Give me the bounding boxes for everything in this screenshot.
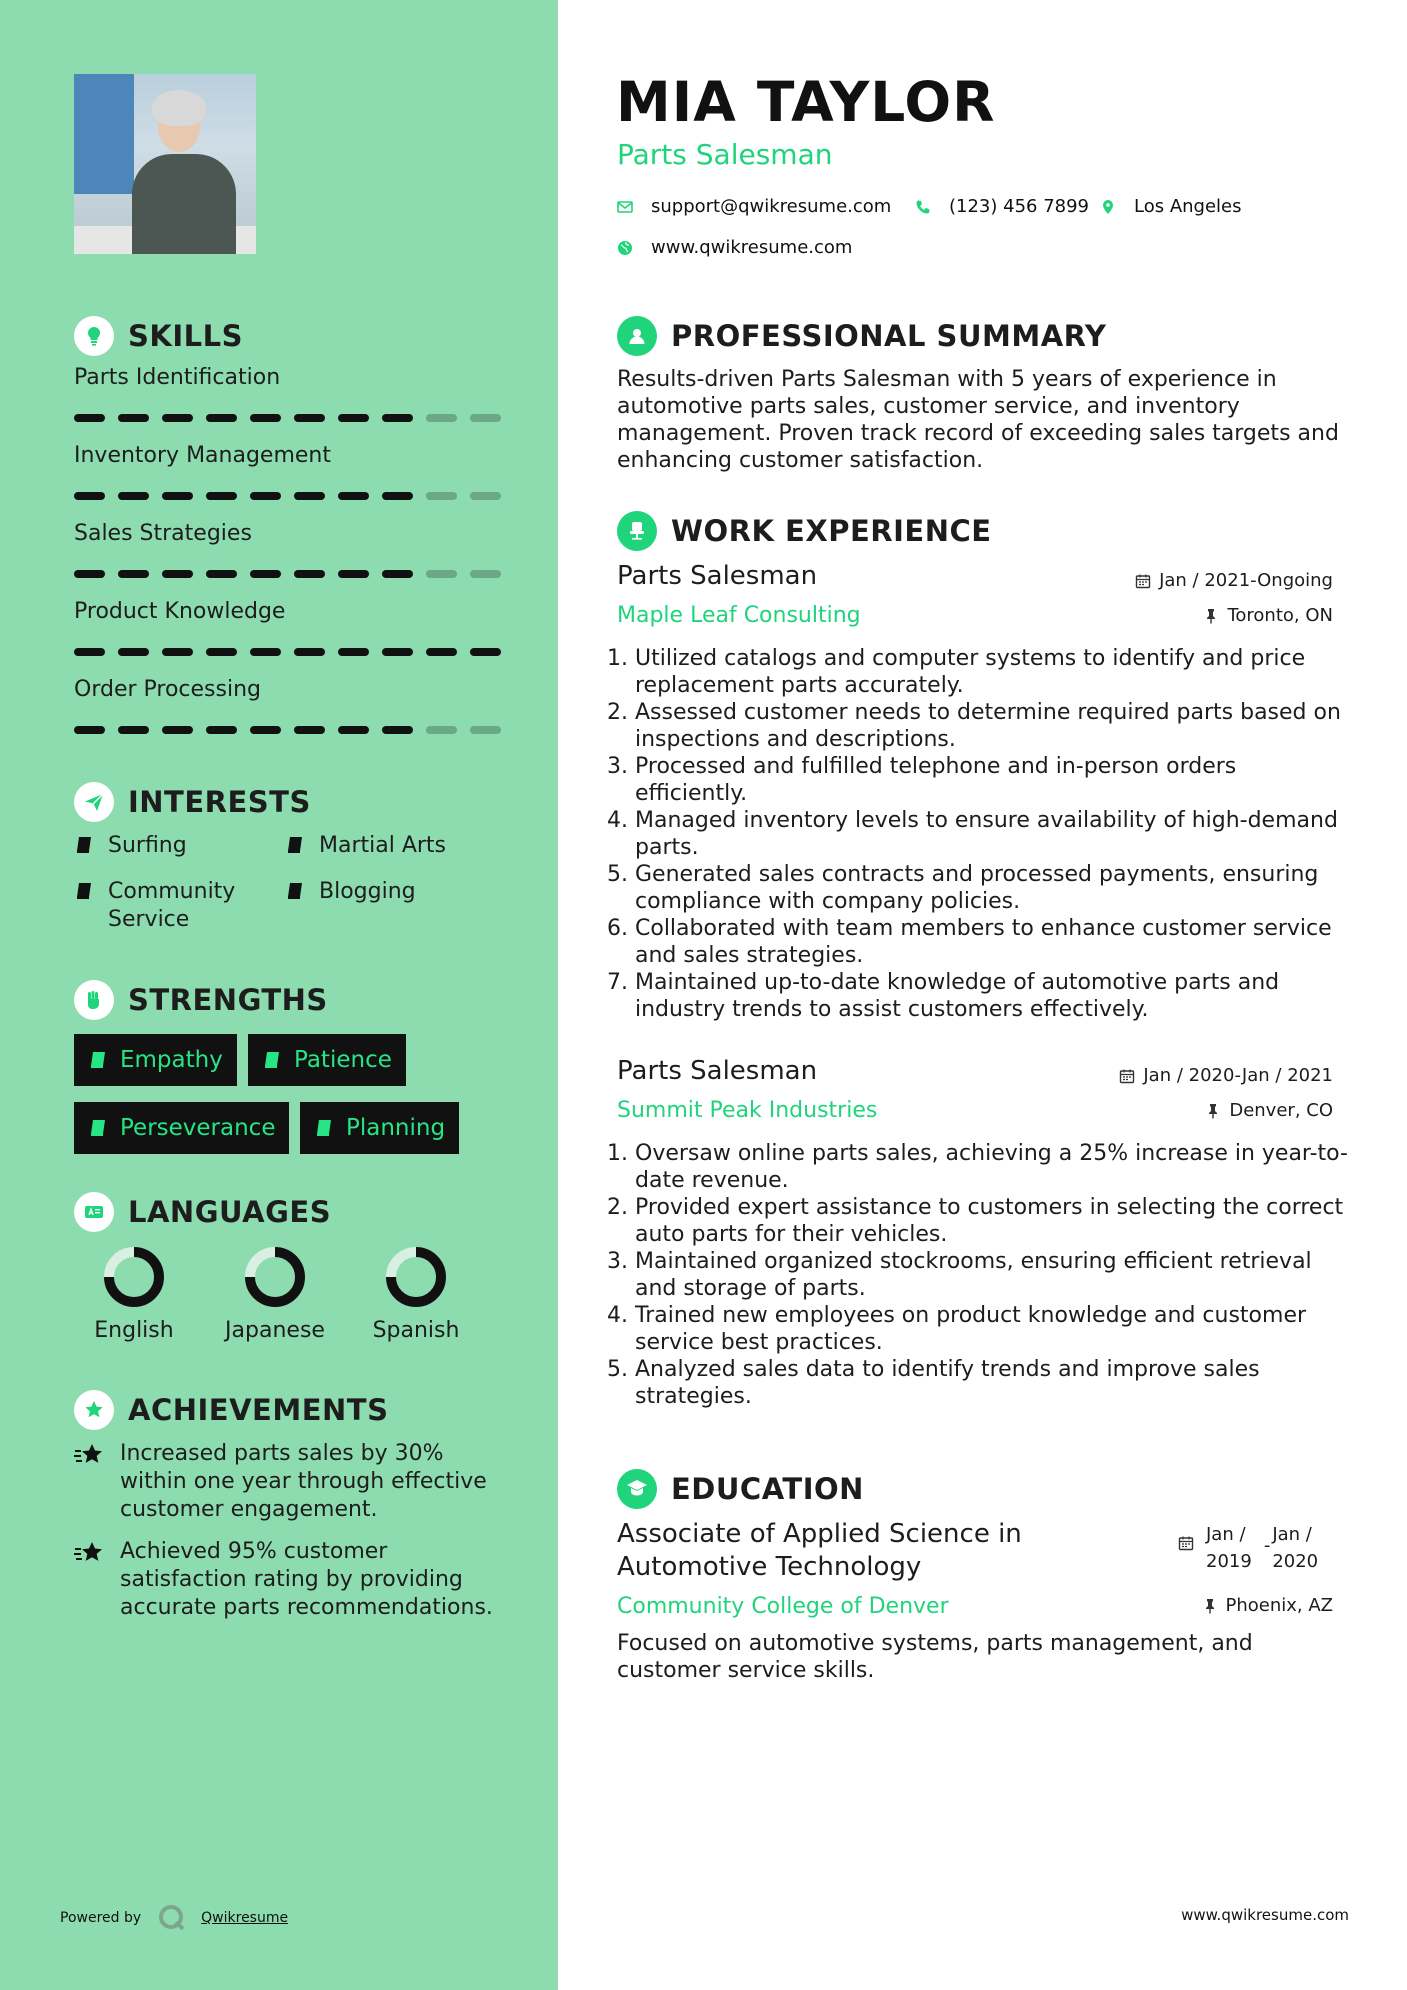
- education-end-month: Jan /: [1272, 1524, 1312, 1545]
- skill-level-bar: [74, 726, 501, 734]
- contact-phone[interactable]: (123) 456 7899: [915, 196, 1089, 217]
- skill-level-segment: [294, 570, 325, 578]
- list-item: 2. Assessed customer needs to determine required parts based on inspections and descriptions.: [635, 699, 1355, 753]
- envelope-icon: [617, 199, 633, 215]
- skill-name: Inventory Management: [74, 443, 331, 468]
- book-icon: [262, 1050, 282, 1070]
- skill-level-segment: [426, 492, 457, 500]
- skill-level-segment: [426, 726, 457, 734]
- summary-text: Results-driven Parts Salesman with 5 years of experience in automotive parts sales, customer service, and inventory management. Proven track record of exceeding sales targets and enhancing customer satisfaction.: [617, 367, 1339, 473]
- star-icon: [74, 1440, 120, 1524]
- skill-level-segment: [118, 492, 149, 500]
- list-item: 1. Utilized catalogs and computer systems to identify and price replacement parts accurately.: [635, 645, 1355, 699]
- skill-name: Parts Identification: [74, 365, 281, 390]
- skill-level-segment: [470, 492, 501, 500]
- skill-level-segment: [162, 414, 193, 422]
- skill-level-segment: [382, 492, 413, 500]
- education-start-month: Jan /: [1206, 1524, 1246, 1545]
- skill-level-segment: [162, 726, 193, 734]
- calendar-icon: [1135, 573, 1151, 589]
- skill-level-segment: [294, 414, 325, 422]
- education-heading: EDUCATION: [617, 1469, 864, 1509]
- skill-level-segment: [426, 414, 457, 422]
- skill-level-segment: [470, 570, 501, 578]
- strength-badge: Planning: [300, 1102, 459, 1154]
- skill-level-segment: [118, 414, 149, 422]
- interest-item: Blogging: [285, 878, 416, 909]
- list-item: 3. Processed and fulfilled telephone and in-person orders efficiently.: [635, 753, 1355, 807]
- skill-level-segment: [338, 570, 369, 578]
- strength-badge: Empathy: [74, 1034, 237, 1086]
- list-item: 3. Maintained organized stockrooms, ensuring efficient retrieval and storage of parts.: [635, 1248, 1355, 1302]
- achievements-heading: ACHIEVEMENTS: [74, 1390, 388, 1430]
- skill-level-segment: [382, 570, 413, 578]
- skill-name: Product Knowledge: [74, 599, 286, 624]
- skill-level-segment: [382, 726, 413, 734]
- skill-level-segment: [118, 726, 149, 734]
- skill-level-segment: [338, 648, 369, 656]
- interest-item: Martial Arts: [285, 832, 446, 863]
- pushpin-icon: [1202, 1598, 1218, 1614]
- education-description: Focused on automotive systems, parts management, and customer service skills.: [617, 1631, 1253, 1683]
- contact-location: Los Angeles: [1100, 196, 1242, 217]
- raised-fist-icon: [74, 980, 114, 1020]
- language-card-icon: [74, 1192, 114, 1232]
- education-school: Community College of Denver: [617, 1594, 949, 1619]
- skill-level-segment: [118, 570, 149, 578]
- skill-level-segment: [426, 648, 457, 656]
- skill-level-segment: [118, 648, 149, 656]
- interests-heading: INTERESTS: [74, 782, 311, 822]
- language-item: Spanish: [346, 1246, 486, 1343]
- candidate-name: MIA TAYLOR: [616, 70, 996, 134]
- globe-icon: [617, 240, 633, 256]
- education-start-year: 2019: [1206, 1551, 1252, 1572]
- powered-by: Powered by Qwikresume: [60, 1903, 288, 1933]
- skill-level-segment: [74, 726, 105, 734]
- graduate-icon: [617, 1469, 657, 1509]
- job-location: Denver, CO: [1205, 1100, 1333, 1121]
- languages-heading: LANGUAGES: [74, 1192, 331, 1232]
- skill-level-segment: [426, 570, 457, 578]
- user-icon: [617, 316, 657, 356]
- interest-item: Surfing: [74, 832, 187, 863]
- job-company: Summit Peak Industries: [617, 1098, 878, 1123]
- sidebar: [0, 0, 558, 1990]
- office-chair-icon: [617, 511, 657, 551]
- candidate-title: Parts Salesman: [617, 138, 833, 171]
- list-item: 4. Trained new employees on product knowledge and customer service best practices.: [635, 1302, 1355, 1356]
- skill-level-bar: [74, 648, 501, 656]
- date-separator: -: [1263, 1535, 1271, 1556]
- skill-level-segment: [250, 492, 281, 500]
- profile-photo: [74, 74, 256, 254]
- strength-badge: Perseverance: [74, 1102, 289, 1154]
- book-icon: [88, 1118, 108, 1138]
- book-icon: [314, 1118, 334, 1138]
- language-item: Japanese: [205, 1246, 345, 1343]
- skill-level-segment: [206, 492, 237, 500]
- education-degree: Associate of Applied Science in Automotive Technology: [617, 1519, 1022, 1582]
- summary-heading: PROFESSIONAL SUMMARY: [617, 316, 1106, 356]
- skill-level-segment: [294, 726, 325, 734]
- education-dates: [1178, 1521, 1318, 1575]
- language-level-ring: [385, 1246, 447, 1308]
- skill-level-segment: [338, 492, 369, 500]
- skill-level-segment: [338, 726, 369, 734]
- contact-website[interactable]: www.qwikresume.com: [617, 237, 852, 258]
- list-item: 5. Analyzed sales data to identify trends and improve sales strategies.: [635, 1356, 1355, 1410]
- pushpin-icon: [1203, 608, 1219, 624]
- qwikresume-link[interactable]: Qwikresume: [201, 1910, 289, 1926]
- skill-level-segment: [162, 492, 193, 500]
- map-pin-icon: [1100, 199, 1116, 215]
- skill-name: Sales Strategies: [74, 521, 252, 546]
- job-duties: [617, 1140, 1355, 1410]
- qwikresume-logo-icon: [157, 1903, 187, 1933]
- skill-level-bar: [74, 570, 501, 578]
- skill-level-segment: [294, 648, 325, 656]
- skill-level-bar: [74, 414, 501, 422]
- skill-level-segment: [470, 648, 501, 656]
- education-end-year: 2020: [1272, 1551, 1319, 1572]
- language-level-ring: [103, 1246, 165, 1308]
- star-badge-icon: [74, 1390, 114, 1430]
- strength-badge: Patience: [248, 1034, 406, 1086]
- skill-level-segment: [162, 648, 193, 656]
- calendar-icon: [1178, 1535, 1194, 1551]
- star-icon: [74, 1538, 120, 1622]
- skill-level-segment: [206, 648, 237, 656]
- skill-level-segment: [250, 570, 281, 578]
- list-item: 4. Managed inventory levels to ensure availability of high-demand parts.: [635, 807, 1355, 861]
- education-location: Phoenix, AZ: [1202, 1595, 1334, 1616]
- list-item: 7. Maintained up-to-date knowledge of automotive parts and industry trends to assist customers effectively.: [635, 969, 1355, 1023]
- contact-email[interactable]: support@qwikresume.com: [617, 196, 891, 217]
- achievement-item: Achieved 95% customer satisfaction rating by providing accurate parts recommendations.: [74, 1538, 494, 1622]
- book-icon: [74, 878, 96, 934]
- list-item: 6. Collaborated with team members to enhance customer service and sales strategies.: [635, 915, 1355, 969]
- skills-heading: SKILLS: [74, 316, 243, 356]
- job-role: Parts Salesman: [617, 561, 818, 591]
- book-icon: [285, 832, 307, 863]
- job-location: Toronto, ON: [1203, 605, 1333, 626]
- skill-level-segment: [206, 570, 237, 578]
- language-level-ring: [244, 1246, 306, 1308]
- calendar-icon: [1119, 1068, 1135, 1084]
- job-dates: Jan / 2020-Jan / 2021: [1119, 1065, 1333, 1086]
- skill-level-segment: [338, 414, 369, 422]
- skill-level-segment: [162, 570, 193, 578]
- language-item: English: [64, 1246, 204, 1343]
- skill-level-segment: [74, 648, 105, 656]
- skill-level-segment: [206, 414, 237, 422]
- lightbulb-icon: [74, 316, 114, 356]
- job-duties: [617, 645, 1355, 1023]
- book-icon: [88, 1050, 108, 1070]
- skill-level-segment: [382, 414, 413, 422]
- list-item: 5. Generated sales contracts and processed payments, ensuring compliance with company policies.: [635, 861, 1355, 915]
- skill-level-segment: [74, 570, 105, 578]
- experience-heading: WORK EXPERIENCE: [617, 511, 992, 551]
- skill-level-segment: [206, 726, 237, 734]
- skill-level-segment: [74, 492, 105, 500]
- interest-item: Community Service: [74, 878, 274, 934]
- strengths-heading: STRENGTHS: [74, 980, 328, 1020]
- phone-icon: [915, 199, 931, 215]
- skill-level-segment: [470, 726, 501, 734]
- footer-website[interactable]: www.qwikresume.com: [1181, 1906, 1349, 1924]
- pushpin-icon: [1205, 1103, 1221, 1119]
- skill-level-segment: [294, 492, 325, 500]
- skill-level-segment: [382, 648, 413, 656]
- list-item: 2. Provided expert assistance to customers in selecting the correct auto parts for their vehicles.: [635, 1194, 1355, 1248]
- job-role: Parts Salesman: [617, 1056, 818, 1086]
- job-dates: Jan / 2021-Ongoing: [1135, 570, 1333, 591]
- skill-level-segment: [250, 648, 281, 656]
- book-icon: [285, 878, 307, 909]
- skill-level-segment: [250, 414, 281, 422]
- book-icon: [74, 832, 96, 863]
- skill-level-bar: [74, 492, 501, 500]
- skill-name: Order Processing: [74, 677, 261, 702]
- skill-level-segment: [74, 414, 105, 422]
- skill-level-segment: [470, 414, 501, 422]
- job-company: Maple Leaf Consulting: [617, 603, 861, 628]
- list-item: 1. Oversaw online parts sales, achieving a 25% increase in year-to-date revenue.: [635, 1140, 1355, 1194]
- skill-level-segment: [250, 726, 281, 734]
- achievement-item: Increased parts sales by 30% within one year through effective customer engagement.: [74, 1440, 494, 1524]
- paper-plane-icon: [74, 782, 114, 822]
